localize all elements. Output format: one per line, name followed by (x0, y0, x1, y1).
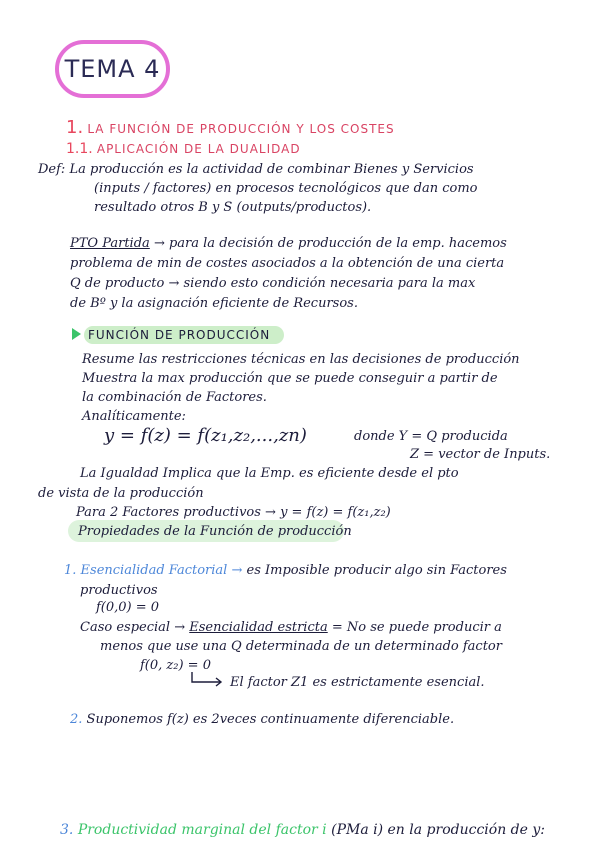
section-1-1-heading (66, 141, 301, 158)
partida-label: PTO Partida (70, 236, 150, 251)
funcion-line-6: de vista de la producción (38, 486, 204, 501)
production-equation: y = f(z) = f(z₁,z₂,...,zn) (104, 425, 307, 446)
equation-where-y: donde Y = Q producida (354, 429, 508, 444)
triangle-bullet-icon (72, 328, 81, 340)
definition-line-2: (inputs / factores) en procesos tecnológicos que dan como (94, 181, 478, 196)
prop-1-note: El factor Z1 es estrictamente esencial. (230, 675, 485, 690)
prop-1-text: es Imposible producir algo sin Factores (246, 563, 507, 578)
definition-line-1 (38, 162, 474, 178)
caso-especial-line (80, 620, 502, 636)
prop-3-line (60, 822, 545, 838)
prop-1-line-2: productivos (80, 583, 158, 598)
prop-2-line (70, 712, 454, 728)
prop-1-formula-2: f(0, z₂) = 0 (140, 658, 211, 673)
funcion-heading: FUNCIÓN DE PRODUCCIÓN (88, 328, 271, 342)
definition-text-1: La producción es la actividad de combinar Bienes y Servicios (69, 162, 474, 177)
section-1-1-number: 1.1. (66, 141, 93, 157)
prop-1-formula: f(0,0) = 0 (96, 600, 160, 615)
funcion-line-2: Muestra la max producción que se puede conseguir a partir de (82, 371, 498, 386)
prop-1-number: 1. (64, 563, 77, 578)
partida-text-1: para la decisión de producción de la emp. hacemos (168, 236, 507, 251)
corner-arrow-icon (190, 670, 226, 690)
prop-2-number: 2. (70, 712, 83, 727)
funcion-line-3: la combinación de Factores. (82, 390, 267, 405)
partida-line-4: de Bº y la asignación eficiente de Recursos. (70, 296, 358, 311)
title-badge (55, 40, 170, 98)
prop-1-line-1 (64, 563, 507, 579)
section-1-text: LA FUNCIÓN DE PRODUCCIÓN Y LOS COSTES (87, 122, 395, 136)
caso-text: = No se puede producir a (331, 620, 502, 635)
caso-arrow: → (174, 620, 186, 635)
partida-line-3: Q de producto → siendo esto condición necesaria para la max (70, 276, 476, 291)
section-1-number: 1. (66, 117, 84, 138)
prop-1-name: Esencialidad Factorial (80, 563, 228, 578)
funcion-line-7: Para 2 Factores productivos → y = f(z) = f(z₁,z₂) (76, 505, 391, 520)
prop-1-arrow: → (231, 563, 243, 578)
partida-arrow: → (153, 236, 165, 251)
page-title: TEMA 4 (64, 55, 161, 83)
propiedades-heading: Propiedades de la Función de producción (78, 524, 352, 539)
section-1-1-text: APLICACIÓN DE LA DUALIDAD (96, 142, 301, 156)
funcion-line-4: Analíticamente: (82, 409, 186, 424)
definition-label: Def: (38, 162, 66, 177)
prop-3-number: 3. (60, 822, 74, 838)
funcion-line-5: La Igualdad Implica que la Emp. es eficiente desde el pto (80, 466, 459, 481)
partida-line-2: problema de min de costes asociados a la obtención de una cierta (70, 256, 505, 271)
prop-3-text: (PMa i) en la producción de y: (331, 822, 545, 838)
caso-name: Esencialidad estricta (189, 620, 328, 635)
section-1-heading (66, 117, 395, 138)
definition-line-3: resultado otros B y S (outputs/productos). (94, 200, 372, 215)
prop-2-text: Suponemos f(z) es 2veces continuamente diferenciable. (86, 712, 455, 727)
caso-line-2: menos que use una Q determinada de un determinado factor (100, 639, 502, 654)
equation-where-z: Z = vector de Inputs. (410, 447, 551, 462)
caso-label: Caso especial (80, 620, 171, 635)
funcion-line-1: Resume las restricciones técnicas en las decisiones de producción (82, 352, 520, 367)
prop-3-name: Productividad marginal del factor i (77, 822, 327, 838)
partida-line-1 (70, 236, 507, 252)
